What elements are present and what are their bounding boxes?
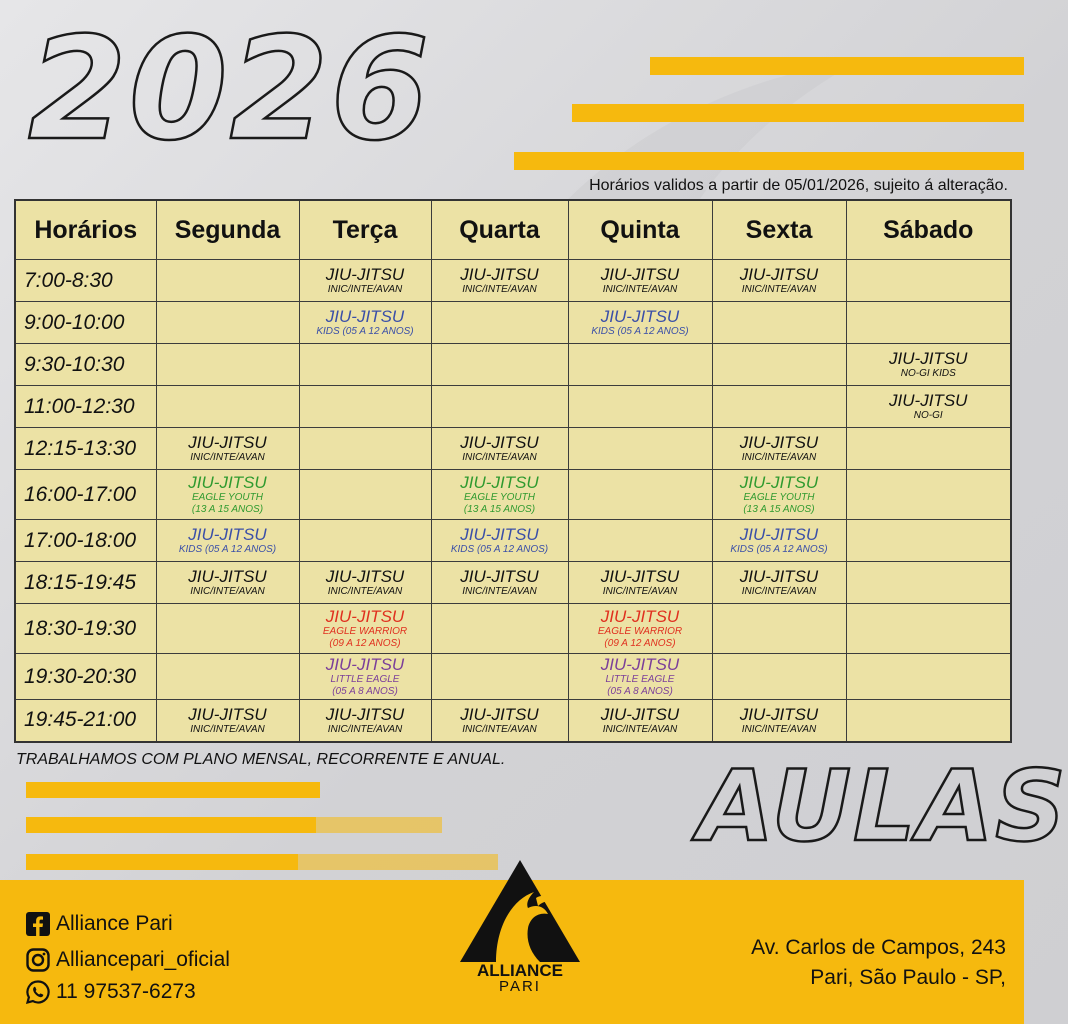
class-cell (568, 344, 712, 386)
class-level: EAGLE YOUTH (464, 492, 535, 503)
class-cell (712, 302, 846, 344)
class-level: INIC/INTE/AVAN (741, 723, 817, 735)
class-level: (13 A 15 ANOS) (743, 504, 815, 515)
class-cell (431, 562, 568, 604)
class-cell (299, 470, 431, 520)
class-cell (299, 260, 431, 302)
class-cell (431, 428, 568, 470)
class-level: KIDS (05 A 12 ANOS) (178, 544, 277, 555)
class-title: JIU-JITSU (889, 391, 968, 410)
class-title: JIU-JITSU (739, 265, 819, 284)
class-level: (05 A 8 ANOS) (332, 686, 398, 697)
class-title: JIU-JITSU (739, 473, 819, 492)
class-cell (299, 344, 431, 386)
class-cell (431, 386, 568, 428)
class-title: JIU-JITSU (739, 525, 819, 544)
class-level: (09 A 12 ANOS) (329, 638, 401, 649)
class-level: INIC/INTE/AVAN (462, 723, 537, 735)
whatsapp-label: 11 97537-6273 (56, 980, 196, 1003)
class-cell (156, 344, 299, 386)
class-cell (299, 700, 431, 742)
year-title: 2026 (28, 7, 432, 172)
table-row (15, 562, 1011, 604)
class-cell (299, 562, 431, 604)
class-title: JIU-JITSU (739, 567, 819, 586)
class-level: EAGLE YOUTH (743, 492, 815, 503)
class-cell (568, 470, 712, 520)
class-cell (712, 344, 846, 386)
class-cell (431, 654, 568, 700)
class-title: JIU-JITSU (739, 433, 819, 452)
class-cell (156, 604, 299, 654)
class-cell (846, 386, 1011, 428)
table-row (15, 302, 1011, 344)
class-title: JIU-JITSU (600, 655, 680, 674)
class-level: INIC/INTE/AVAN (741, 452, 817, 463)
class-title: JIU-JITSU (325, 607, 405, 626)
eagle-triangle-icon (456, 858, 584, 966)
column-header: Sábado (846, 200, 1011, 260)
class-title: JIU-JITSU (325, 307, 405, 326)
class-level: INIC/INTE/AVAN (602, 723, 678, 735)
class-cell (568, 654, 712, 700)
class-cell (431, 470, 568, 520)
class-title: JIU-JITSU (188, 525, 267, 544)
facebook-link[interactable] (26, 912, 173, 936)
class-level: INIC/INTE/AVAN (602, 586, 678, 597)
class-cell (712, 520, 846, 562)
class-cell (846, 520, 1011, 562)
class-cell (846, 562, 1011, 604)
class-cell (156, 260, 299, 302)
class-title: JIU-JITSU (460, 265, 539, 284)
class-cell (431, 604, 568, 654)
class-cell (712, 604, 846, 654)
logo-sub: PARI (499, 978, 541, 995)
class-cell (846, 344, 1011, 386)
table-row (15, 520, 1011, 562)
class-cell (299, 654, 431, 700)
class-level: NO-GI KIDS (900, 368, 956, 379)
class-cell (156, 386, 299, 428)
class-title: JIU-JITSU (600, 265, 680, 284)
address-line-1: Av. Carlos de Campos, 243 (751, 936, 1006, 959)
class-level: EAGLE WARRIOR (597, 626, 683, 637)
class-cell (156, 562, 299, 604)
class-cell (299, 386, 431, 428)
class-cell (299, 302, 431, 344)
class-level: INIC/INTE/AVAN (462, 452, 537, 463)
instagram-link[interactable] (26, 948, 230, 972)
class-title: JIU-JITSU (188, 433, 267, 452)
decor-stripe (572, 104, 1024, 122)
footer (0, 880, 1024, 1024)
class-cell (299, 604, 431, 654)
class-cell (299, 428, 431, 470)
time-slot: 9:30-10:30 (15, 344, 156, 386)
class-cell (299, 520, 431, 562)
class-level: INIC/INTE/AVAN (327, 723, 403, 735)
class-title: JIU-JITSU (600, 607, 680, 626)
class-cell (846, 470, 1011, 520)
class-level: INIC/INTE/AVAN (190, 723, 265, 735)
class-cell (431, 302, 568, 344)
table-header-row (15, 200, 1011, 260)
class-title: JIU-JITSU (188, 567, 267, 586)
class-cell (846, 700, 1011, 742)
table-row (15, 654, 1011, 700)
class-cell (568, 386, 712, 428)
instagram-label: Alliancepari_oficial (56, 948, 230, 971)
time-slot: 7:00-8:30 (15, 260, 156, 302)
class-title: JIU-JITSU (325, 704, 405, 724)
decor-stripe (26, 782, 320, 798)
column-header: Terça (299, 200, 431, 260)
class-level: INIC/INTE/AVAN (602, 284, 678, 295)
class-cell (712, 654, 846, 700)
facebook-icon (26, 912, 50, 936)
decor-stripe (316, 817, 442, 833)
class-level: KIDS (05 A 12 ANOS) (730, 544, 828, 555)
class-cell (156, 302, 299, 344)
class-cell (156, 470, 299, 520)
class-cell (431, 260, 568, 302)
class-cell (846, 302, 1011, 344)
class-cell (712, 700, 846, 742)
class-level: INIC/INTE/AVAN (741, 284, 817, 295)
class-cell (568, 700, 712, 742)
class-level: KIDS (05 A 12 ANOS) (450, 544, 549, 555)
class-title: JIU-JITSU (889, 349, 968, 368)
instagram-icon (26, 948, 50, 972)
class-cell (568, 520, 712, 562)
address-line-2: Pari, São Paulo - SP, (810, 966, 1006, 989)
table-row (15, 386, 1011, 428)
class-title: JIU-JITSU (739, 704, 819, 724)
time-slot: 17:00-18:00 (15, 520, 156, 562)
class-cell (431, 700, 568, 742)
class-cell (568, 302, 712, 344)
time-slot: 18:30-19:30 (15, 604, 156, 654)
class-level: (05 A 8 ANOS) (607, 686, 673, 697)
column-header: Segunda (156, 200, 299, 260)
class-cell (846, 604, 1011, 654)
column-header: Quarta (431, 200, 568, 260)
class-cell (846, 428, 1011, 470)
class-title: JIU-JITSU (188, 704, 267, 724)
class-cell (156, 700, 299, 742)
table-row (15, 470, 1011, 520)
class-cell (156, 520, 299, 562)
table-row (15, 260, 1011, 302)
decor-stripe (26, 854, 298, 870)
table-row (15, 604, 1011, 654)
whatsapp-icon (26, 980, 50, 1004)
plans-note: TRABALHAMOS COM PLANO MENSAL, RECORRENTE E ANUAL. (16, 751, 506, 768)
class-level: INIC/INTE/AVAN (327, 586, 403, 597)
schedule-table (14, 199, 1012, 743)
class-title: JIU-JITSU (600, 704, 680, 724)
table-row (15, 700, 1011, 742)
time-slot: 19:45-21:00 (15, 700, 156, 742)
time-slot: 18:15-19:45 (15, 562, 156, 604)
time-slot: 9:00-10:00 (15, 302, 156, 344)
class-title: JIU-JITSU (460, 704, 539, 724)
alliance-logo (456, 858, 584, 1006)
aulas-title: AULAS (698, 750, 1068, 864)
class-cell (431, 344, 568, 386)
class-title: JIU-JITSU (460, 473, 539, 492)
class-level: KIDS (05 A 12 ANOS) (316, 326, 414, 337)
class-level: INIC/INTE/AVAN (327, 284, 403, 295)
class-cell (568, 604, 712, 654)
class-cell (568, 562, 712, 604)
column-header: Horários (15, 200, 156, 260)
column-header: Quinta (568, 200, 712, 260)
time-slot: 19:30-20:30 (15, 654, 156, 700)
class-title: JIU-JITSU (460, 525, 539, 544)
class-level: INIC/INTE/AVAN (190, 452, 265, 463)
class-cell (712, 260, 846, 302)
class-title: JIU-JITSU (325, 567, 405, 586)
class-cell (156, 428, 299, 470)
class-level: KIDS (05 A 12 ANOS) (591, 326, 689, 337)
class-title: JIU-JITSU (325, 265, 405, 284)
decor-stripe (26, 817, 316, 833)
class-cell (846, 260, 1011, 302)
class-cell (431, 520, 568, 562)
class-cell (712, 470, 846, 520)
class-level: INIC/INTE/AVAN (741, 586, 817, 597)
class-level: LITTLE EAGLE (330, 674, 400, 685)
facebook-label: Alliance Pari (56, 912, 173, 935)
class-cell (712, 562, 846, 604)
class-cell (156, 654, 299, 700)
logo-name: ALLIANCE (477, 961, 563, 980)
class-level: (09 A 12 ANOS) (604, 638, 676, 649)
table-row (15, 428, 1011, 470)
table-row (15, 344, 1011, 386)
class-level: NO-GI (913, 410, 943, 421)
class-title: JIU-JITSU (188, 473, 267, 492)
class-title: JIU-JITSU (325, 655, 405, 674)
class-level: (13 A 15 ANOS) (191, 504, 264, 515)
time-slot: 16:00-17:00 (15, 470, 156, 520)
class-level: EAGLE WARRIOR (322, 626, 408, 637)
class-level: (13 A 15 ANOS) (463, 504, 536, 515)
column-header: Sexta (712, 200, 846, 260)
class-title: JIU-JITSU (460, 433, 539, 452)
class-cell (712, 428, 846, 470)
class-cell (846, 654, 1011, 700)
class-cell (568, 428, 712, 470)
class-cell (712, 386, 846, 428)
decor-stripe (514, 152, 1024, 170)
class-level: INIC/INTE/AVAN (190, 586, 265, 597)
class-title: JIU-JITSU (600, 567, 680, 586)
decor-stripe (650, 57, 1024, 75)
class-level: INIC/INTE/AVAN (462, 284, 537, 295)
time-slot: 11:00-12:30 (15, 386, 156, 428)
class-level: INIC/INTE/AVAN (462, 586, 537, 597)
class-level: EAGLE YOUTH (192, 492, 263, 503)
class-cell (568, 260, 712, 302)
class-level: LITTLE EAGLE (605, 674, 675, 685)
class-title: JIU-JITSU (460, 567, 539, 586)
whatsapp-link[interactable] (26, 980, 196, 1004)
validity-note: Horários validos a partir de 05/01/2026, sujeito á alteração. (589, 177, 1008, 194)
time-slot: 12:15-13:30 (15, 428, 156, 470)
class-title: JIU-JITSU (600, 307, 680, 326)
